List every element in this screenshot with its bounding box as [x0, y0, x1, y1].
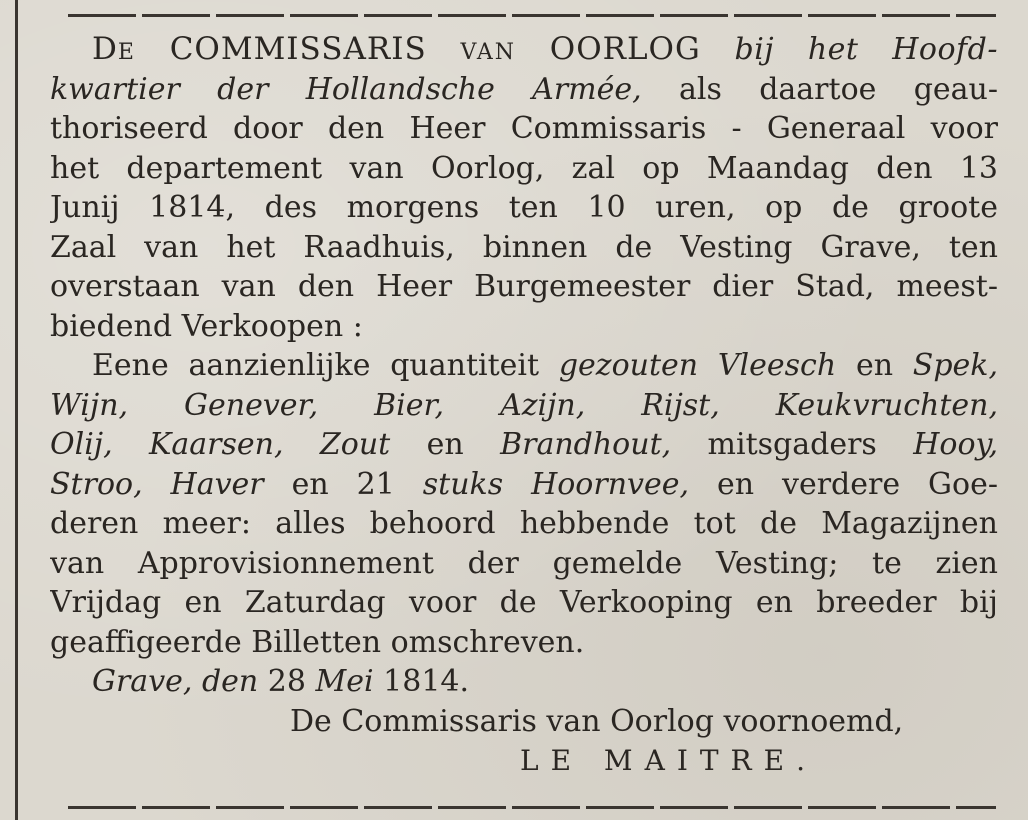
signoff-line: De Commissaris van Oorlog voornoemd, — [290, 703, 904, 739]
date-place: Grave, den — [92, 664, 259, 699]
line2-rest: als daartoe geau- — [679, 71, 998, 107]
text-line-5: Junij 1814, des morgens ten 10 uren, op de groote — [50, 190, 998, 225]
heading-oorlog: OORLOG — [549, 31, 701, 67]
text-line-7: overstaan van den Heer Burgemeester dier Stad, meest- — [50, 269, 998, 304]
text-line-8: biedend Verkoopen : — [50, 308, 363, 344]
text-line-12 — [50, 465, 998, 505]
heading-initial-d: D — [92, 31, 118, 67]
text-line-14: van Approvisionnement der gemelde Vesting; te zien — [50, 545, 998, 581]
heading-line — [50, 30, 998, 70]
heading-commissaris: COMMISSARIS — [169, 31, 427, 67]
line11-e: Hooy, — [913, 427, 998, 462]
text-line-13: deren meer: alles behoord hebbende tot de Magazijnen — [50, 506, 998, 541]
line11-a: Olij, Kaarsen, Zout — [50, 427, 391, 462]
line12-a: Stroo, Haver — [50, 466, 264, 502]
text-line-2 — [50, 70, 998, 110]
heading-hoofdkwartier: bij het Hoofd- — [734, 32, 998, 67]
line9-d: Spek, — [912, 348, 998, 383]
text-line-6: Zaal van het Raadhuis, binnen de Vesting Grave, ten — [50, 229, 998, 265]
line12-b: en 21 — [291, 466, 395, 502]
line12-c: stuks Hoornvee, — [422, 466, 690, 502]
text-line-4: het departement van Oorlog, zal op Maandag den 13 — [50, 150, 998, 186]
line11-c: Brandhout, — [500, 427, 672, 462]
text-line-15: Vrijdag en Zaturdag voor de Verkooping en breeder bij — [50, 585, 998, 620]
text-line-10: Wijn, Genever, Bier, Azijn, Rijst, Keukvruchten, — [50, 387, 998, 423]
heading-initial-e: E — [117, 40, 136, 65]
bottom-divider-rule — [68, 806, 996, 809]
line9-b: gezouten Vleesch — [558, 348, 837, 383]
line9-c: en — [855, 348, 894, 383]
top-divider-rule — [68, 14, 996, 17]
text-line-3: thoriseerd door den Heer Commissaris - Generaal voor — [50, 111, 998, 146]
line9-a: Eene aanzienlijke quantiteit — [92, 348, 540, 383]
text-line-16: geaffigeerde Billetten omschreven. — [50, 624, 585, 660]
line12-d: en verdere Goe- — [716, 466, 998, 502]
date-year: 1814. — [383, 664, 470, 699]
date-day: 28 — [267, 664, 306, 699]
left-border-rule — [15, 0, 18, 820]
heading-van: VAN — [460, 40, 517, 65]
date-month: Mei — [315, 664, 374, 699]
text-line-11 — [50, 425, 998, 465]
text-line-9 — [50, 346, 998, 386]
announcement-body — [50, 30, 998, 781]
line11-d: mitsgaders — [707, 427, 877, 462]
line2-italic: kwartier der Hollandsche Armée, — [50, 71, 642, 107]
date-line — [50, 662, 998, 702]
line11-b: en — [426, 427, 464, 462]
signature-name: LE MAITRE. — [520, 744, 817, 777]
